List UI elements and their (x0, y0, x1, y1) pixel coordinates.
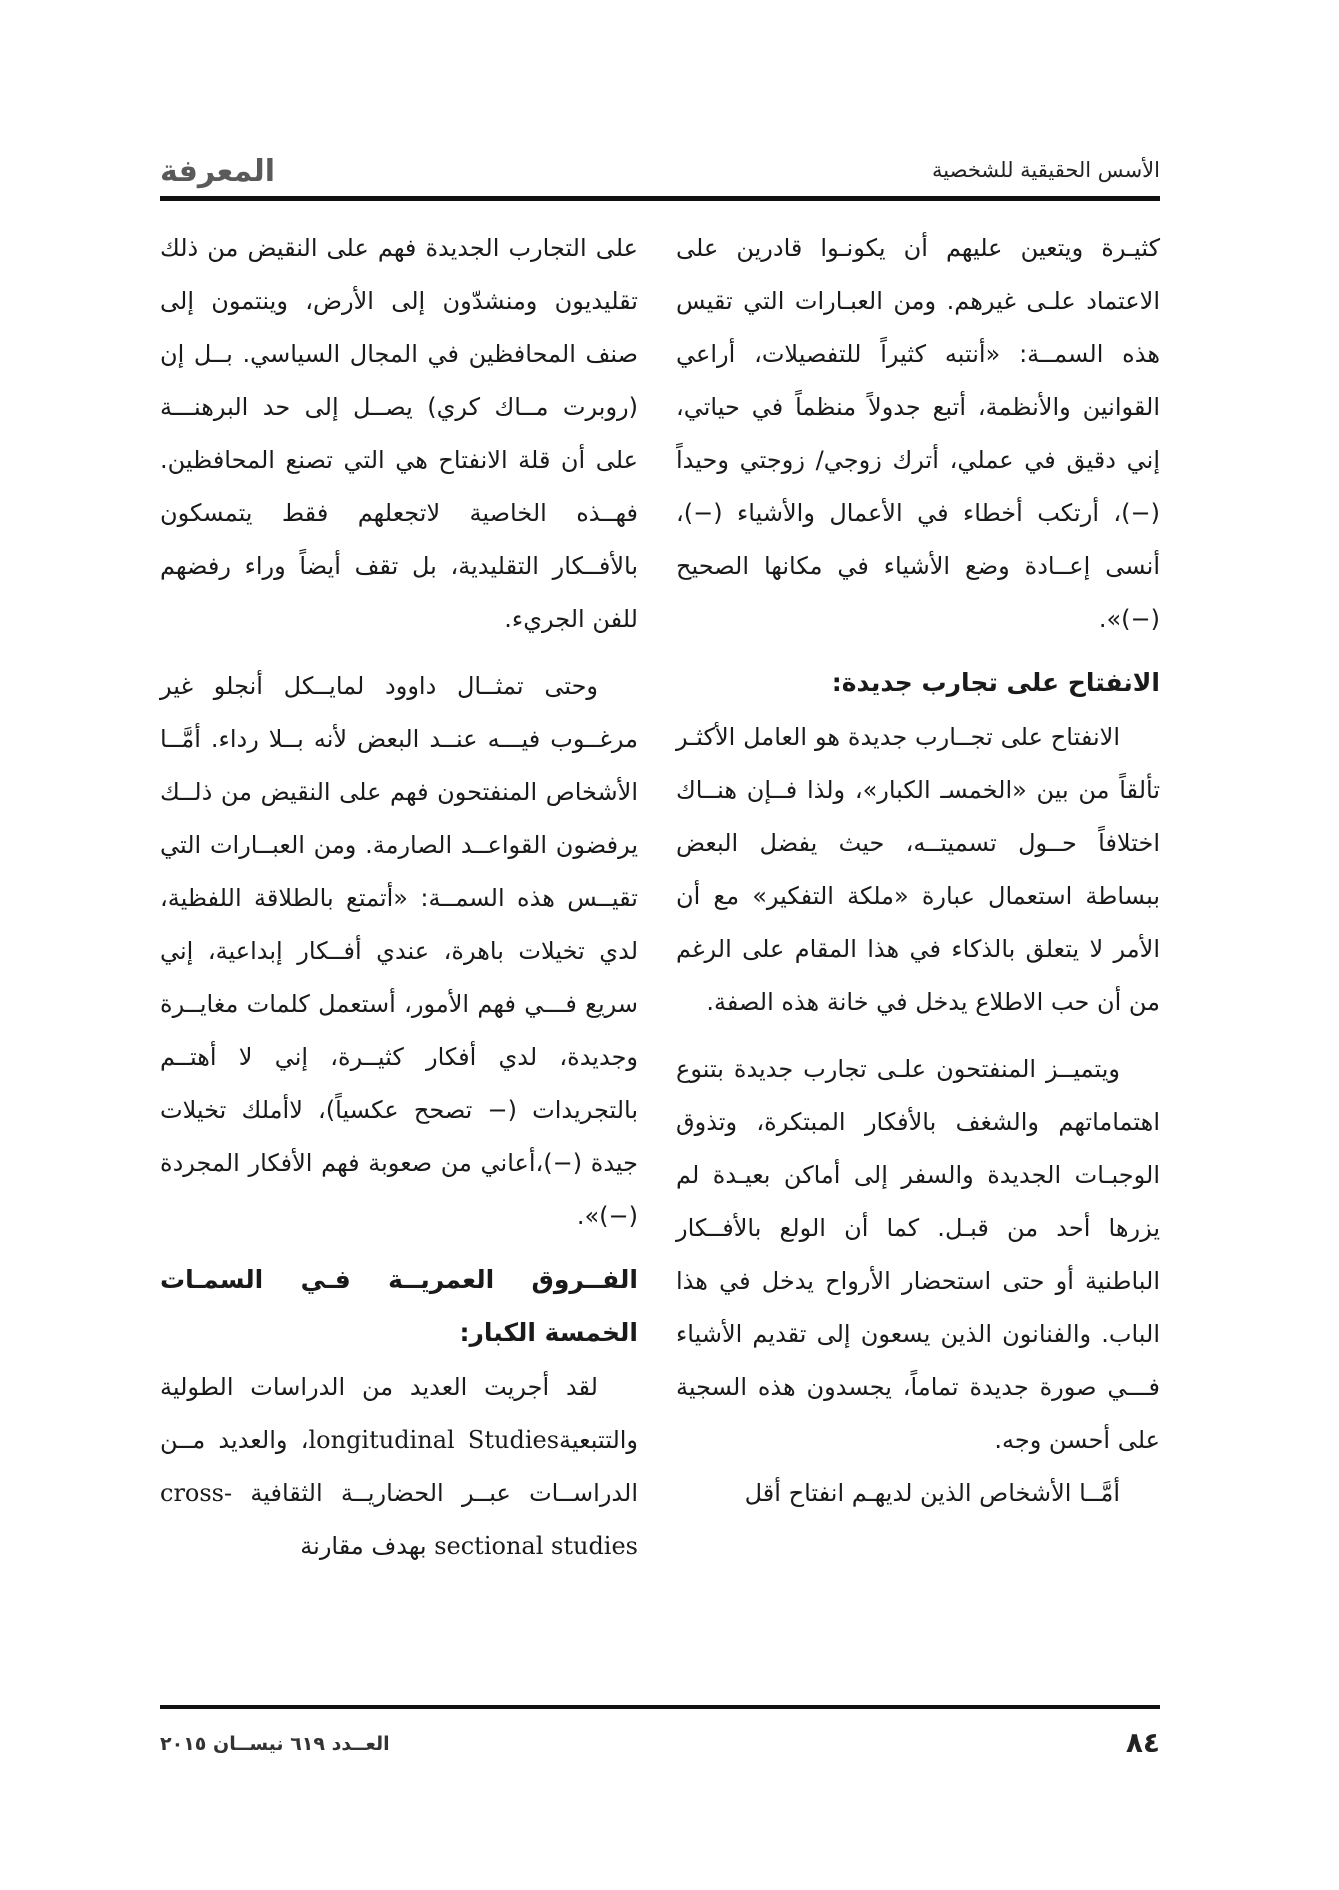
paragraph-text: لقد أجريت العديد من الدراسات الطولية والتتبعية (160, 1373, 639, 1454)
paragraph: كثيـرة ويتعين عليهم أن يكونـوا قادرين على الاعتماد علـى غيرهم. ومن العبـارات التي تقيس هذه السمــة: «أنتبه كثيراً للتفصيلات، أراعي القوانين والأنظمة، أتبع جدولاً منظماً في حياتي، إني دقيق في عملي، أترك زوجي/ زوجتي وحيداً (−)، أرتكب أخطاء في الأعمال والأشياء (−)، أنسى إعــادة وضع الأشياء في مكانها الصحيح (−)». (676, 234, 1160, 633)
right-column (676, 222, 1160, 1520)
paragraph: وحتى تمثــال داوود لمايــكل أنجلو غير مرغــوب فيـــه عنــد البعض لأنه بــلا رداء. أمَّــا الأشخاص المنفتحون فهم على النقيض من ذلــك يرفضون القواعــد الصارمة. ومن العبــارات التي تقيــس هذه السمــة: «أتمتع بالطلاقة اللفظية، لدي تخيلات باهرة، عندي أفــكار إبداعية، إني سريع فـــي فهم الأمور، أستعمل كلمات مغايــرة وجديدة، لدي أفكار كثيــرة، إني لا أهتــم بالتجريدات (− تصحح عكسياً)، لاأملك تخيلات جيدة (−)،أعاني من صعوبة فهم الأفكار المجردة (−)». (160, 672, 638, 1230)
paragraph-text: بهدف مقارنة (300, 1532, 427, 1560)
issue-info: العــدد ٦١٩ نيســان ٢٠١٥ (160, 1733, 390, 1755)
english-term: cross-sectional studies (160, 1479, 638, 1560)
paragraph (160, 1361, 638, 1573)
paragraph: على التجارب الجديدة فهم على النقيض من ذلك تقليديون ومنشدّون إلى الأرض، وينتمون إلى صنف المحافظين في المجال السياسي. بــل إن (روبرت مــاك كري) يصــل إلى حد البرهنـــة على أن قلة الانفتاح هي التي تصنع المحافظين. فهــذه الخاصية لاتجعلهم فقط يتمسكون بالأفــكار التقليدية، بل تقف أيضاً وراء رفضهم للفن الجريء. (160, 234, 638, 633)
paragraph: أمَّــا الأشخاص الذين لديهـم انفتاح أقل (744, 1479, 1120, 1507)
paragraph: الانفتاح على تجــارب جديدة هو العامل الأكثـر تألقاً من بين «الخمسـ الكبار»، ولذا فــإن هنــاك اختلافاً حــول تسميتــه، حيث يفضل البعض ببساطة استعمال عبارة «ملكة التفكير» مع أن الأمر لا يتعلق بالذكاء في هذا المقام على الرغم من أن حب الاطلاع يدخل في خانة هذه الصفة. (676, 723, 1160, 1016)
article-title: الأسس الحقيقية للشخصية (932, 158, 1160, 182)
section-heading: الانفتاح على تجارب جديدة: (831, 668, 1160, 697)
left-column (160, 222, 638, 1573)
magazine-logo: المعرفة (160, 154, 276, 189)
paragraph-text: ، والعديد مــن الدراســات عبــر الحضاريــة الثقافية (160, 1426, 638, 1507)
english-term: longitudinal Studies (308, 1426, 560, 1454)
section-heading: الفــروق العمريــة فـي السمـات الخمسة الكبار: (160, 1265, 638, 1347)
paragraph: ويتميــز المنفتحون علـى تجارب جديدة بتنوع اهتماماتهم والشغف بالأفكار المبتكرة، وتذوق الوجبـات الجديدة والسفر إلى أماكن بعيـدة لم يزرها أحد من قبـل. كما أن الولع بالأفــكار الباطنية أو حتى استحضار الأرواح يدخل في هذا الباب. والفنانون الذين يسعون إلى تقديم الأشياء فـــي صورة جديدة تماماً، يجسدون هذه السجية على أحسن وجه. (676, 1055, 1160, 1454)
page-number: ٨٤ (1125, 1726, 1160, 1759)
footer-rule (160, 1705, 1160, 1709)
page-header (160, 148, 1160, 194)
header-rule (160, 196, 1160, 201)
